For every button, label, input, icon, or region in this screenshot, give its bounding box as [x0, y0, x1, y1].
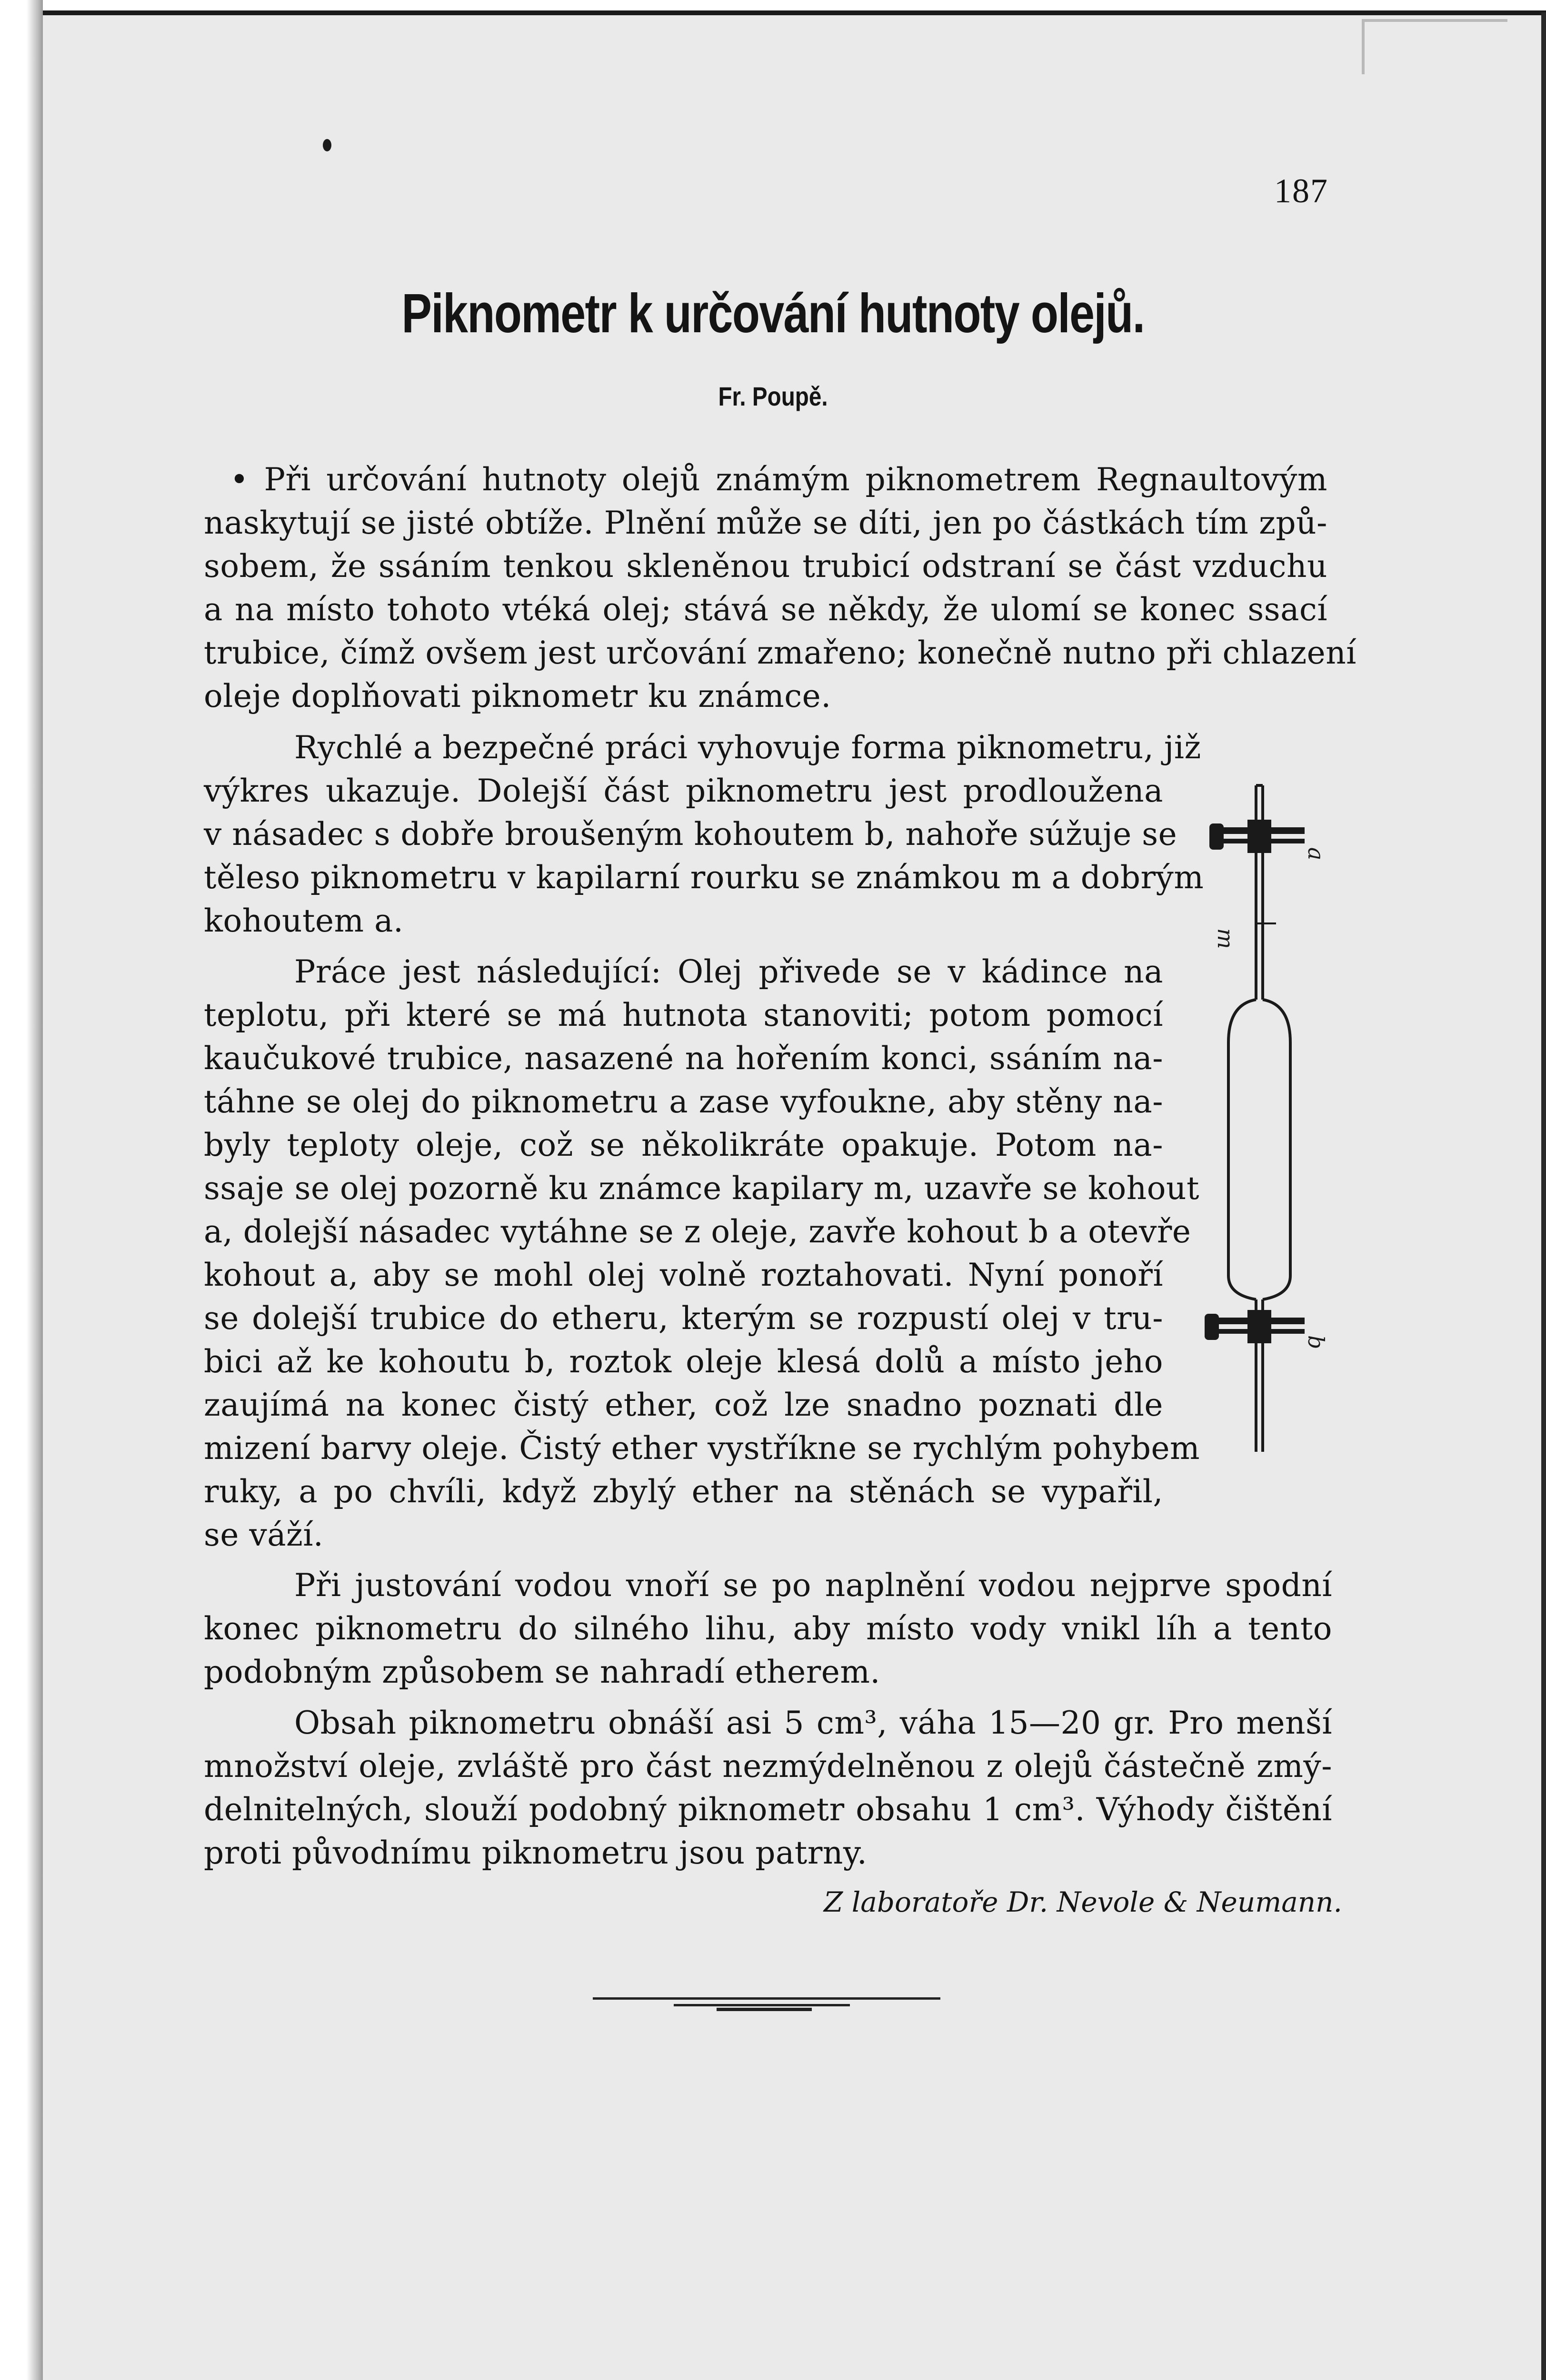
text-line: mizení barvy oleje. Čistý ether vystříkne se rychlým pohybem — [204, 1430, 1200, 1467]
pycnometer-figure — [1200, 776, 1329, 1466]
text-line: kaučukové trubice, nasazené na hořením konci, ssáním na- — [204, 1040, 1163, 1077]
paragraph-5 — [204, 1701, 1332, 1874]
scan-right-edge — [1541, 12, 1546, 2380]
text-line: ruky, a po chvíli, když zbylý ether na stěnách se vypařil, — [204, 1473, 1163, 1510]
page-number: 187 — [1274, 172, 1328, 210]
article-title: Piknometr k určování hutnoty olejů. — [401, 282, 1145, 344]
text-line: byly teploty oleje, což se několikráte opakuje. Potom na- — [204, 1127, 1163, 1163]
text-line: podobným způsobem se nahradí etherem. — [204, 1654, 880, 1690]
end-rule-line — [717, 2008, 812, 2011]
text-line: množství oleje, zvláště pro část nezmýdelněnou z olejů částečně zmý- — [204, 1748, 1332, 1785]
text-line: a na místo tohoto vtéká olej; stává se někdy, že ulomí se konec ssací — [204, 591, 1327, 628]
label-a: a — [1303, 847, 1329, 861]
text-line: se dolejší trubice do etheru, kterým se rozpustí olej v tru- — [204, 1300, 1163, 1337]
text-line: kohoutem a. — [204, 902, 404, 939]
paragraph-2 — [204, 726, 1204, 942]
text-line: táhne se olej do piknometru a zase vyfoukne, aby stěny na- — [204, 1083, 1163, 1120]
text-line: Rychlé a bezpečné práci vyhovuje forma piknometru, již — [294, 729, 1201, 766]
end-rule-line — [593, 1997, 940, 2000]
text-line: výkres ukazuje. Dolejší část piknometru jest prodloužena — [204, 773, 1163, 809]
paragraph-4 — [204, 1564, 1332, 1694]
text-line: naskytují se jisté obtíže. Plnění může se díti, jen po částkách tím způ- — [204, 505, 1327, 541]
text-line: těleso piknometru v kapilarní rourku se známkou m a dobrým — [204, 859, 1204, 896]
text-line: se váží. — [204, 1517, 324, 1553]
label-m: m — [1213, 928, 1238, 949]
scan-corner-mark — [1362, 19, 1507, 74]
lab-signature: Z laboratoře Dr. Nevole & Neumann. — [824, 1886, 1342, 1918]
text-line: oleje doplňovati piknometr ku známce. — [204, 678, 831, 714]
text-line: trubice, čímž ovšem jest určování zmařeno; konečně nutno při chlazení — [204, 635, 1356, 671]
label-b: b — [1303, 1335, 1329, 1349]
text-line: bici až ke kohoutu b, roztok oleje klesá dolů a místo jeho — [204, 1343, 1163, 1380]
article-author: Fr. Poupě. — [718, 381, 828, 411]
text-line: Práce jest následující: Olej přivede se v kádince na — [294, 953, 1163, 990]
text-line: sobem, že ssáním tenkou skleněnou trubicí odstraní se část vzduchu — [204, 548, 1327, 585]
text-line: v násadec s dobře broušeným kohoutem b, nahoře súžuje se — [204, 816, 1177, 853]
text-line: konec piknometru do silného lihu, aby místo vody vnikl líh a tento — [204, 1610, 1332, 1647]
text-line: a, dolejší násadec vytáhne se z oleje, zavře kohout b a otevře — [204, 1213, 1191, 1250]
text-line: delnitelných, slouží podobný piknometr obsahu 1 cm³. Výhody čištění — [204, 1791, 1332, 1828]
text-line: kohout a, aby se mohl olej volně roztahovati. Nyní ponoří — [204, 1257, 1163, 1293]
text-line: zaujímá na konec čistý ether, což lze snadno poznati dle — [204, 1387, 1163, 1423]
text-line: Obsah piknometru obnáší asi 5 cm³, váha 15—20 gr. Pro menší — [294, 1705, 1332, 1741]
scan-left-edge — [27, 0, 43, 2380]
end-rule-line — [674, 2004, 850, 2006]
paragraph-3 — [204, 950, 1200, 1557]
text-line: proti původnímu piknometru jsou patrny. — [204, 1835, 868, 1871]
text-line: teplotu, při které se má hutnota stanoviti; potom pomocí — [204, 997, 1163, 1033]
paragraph-1 — [204, 458, 1356, 718]
text-line: • Při určování hutnoty olejů známým piknometrem Regnaultovým — [230, 461, 1327, 498]
text-line: Při justování vodou vnoří se po naplnění vodou nejprve spodní — [294, 1567, 1332, 1604]
stopcock-b — [1205, 1310, 1305, 1343]
pycnometer-drawing — [1200, 776, 1329, 1466]
ink-dot — [323, 139, 331, 151]
scan-top-edge — [43, 10, 1546, 15]
stopcock-a — [1209, 820, 1305, 853]
text-line: ssaje se olej pozorně ku známce kapilary m, uzavře se kohout — [204, 1170, 1200, 1207]
